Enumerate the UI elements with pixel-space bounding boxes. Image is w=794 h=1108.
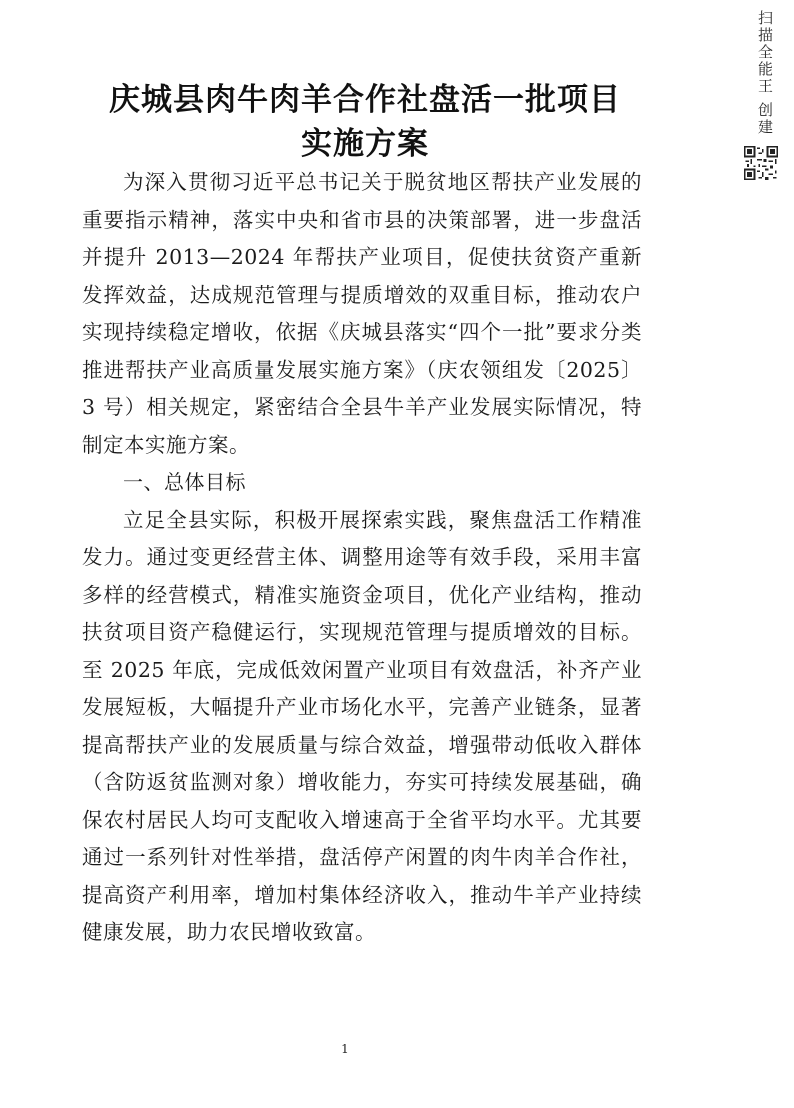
scanner-watermark: 扫描全能王 创建 [756, 10, 774, 136]
document-body [82, 164, 642, 952]
document-title-line1: 庆城县肉牛肉羊合作社盘活一批项目 [109, 82, 621, 118]
section-heading: 一、总体目标 [123, 470, 246, 494]
page-number: 1 [341, 1042, 349, 1056]
intro-paragraph: 为深入贯彻习近平总书记关于脱贫地区帮扶产业发展的重要指示精神，落实中央和省市县的决策部署，进一步盘活并提升 2013—2024 年帮扶产业项目，促使扶贫资产重新发挥效益，达成规范管理与提质增效的双重目标，推动农户实现持续稳定增收，依据《庆城县落实“四个一批”要求分类推进帮扶产业高质量发展实施方案》（庆农领组发〔2025〕3 号）相关规定，紧密结合全县牛羊产业发展实际情况，特制定本实施方案。 [82, 170, 642, 457]
document-title-line2: 实施方案 [301, 126, 429, 162]
section-paragraph: 立足全县实际，积极开展探索实践，聚焦盘活工作精准发力。通过变更经营主体、调整用途等有效手段，采用丰富多样的经营模式，精准实施资金项目，优化产业结构，推动扶贫项目资产稳健运行，实现规范管理与提质增效的目标。至 2025 年底，完成低效闲置产业项目有效盘活，补齐产业发展短板，大幅提升产业市场化水平，完善产业链条，显著提高帮扶产业的发展质量与综合效益，增强带动低收入群体（含防返贫监测对象）增收能力，夯实可持续发展基础，确保农村居民人均可支配收入增速高于全省平均水平。尤其要通过一系列针对性举措，盘活停产闲置的肉牛肉羊合作社，提高资产利用率，增加村集体经济收入，推动牛羊产业持续健康发展，助力农民增收致富。 [82, 507, 642, 944]
qr-code-icon [744, 146, 778, 180]
